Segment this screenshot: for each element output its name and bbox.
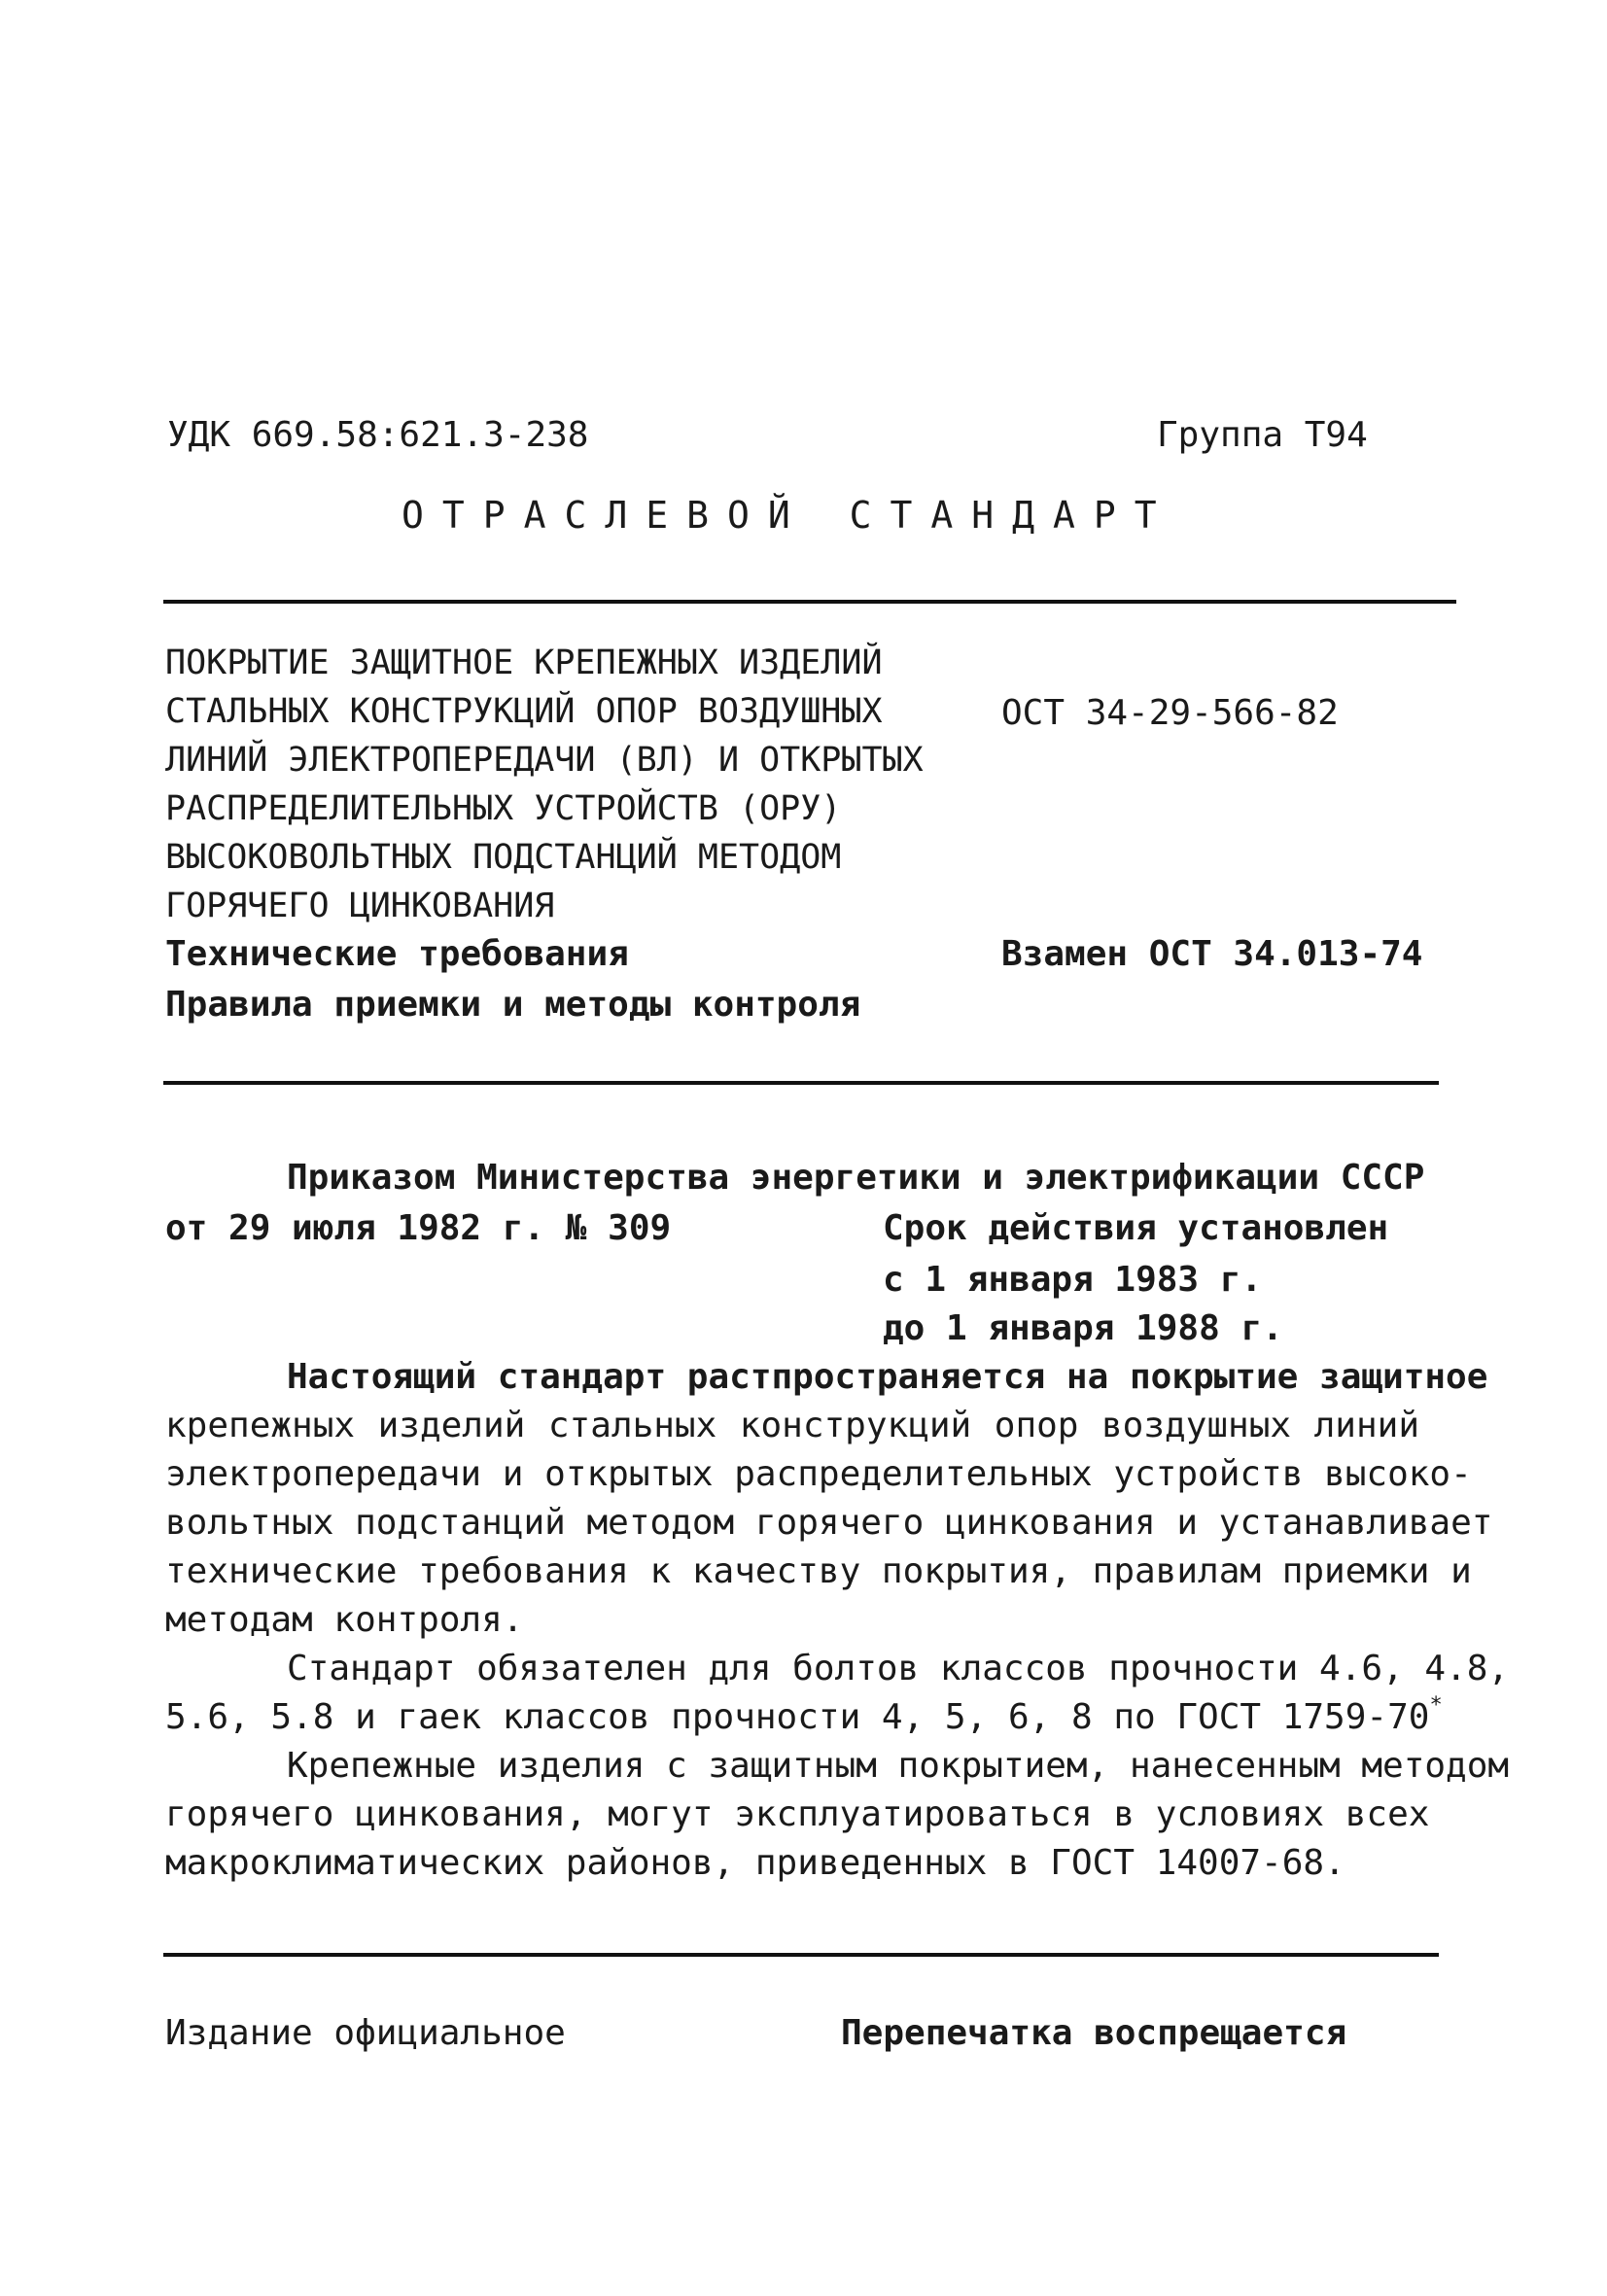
para3-line-1: Крепежные изделия с защитным покрытием, нанесенным методом [287,1746,1510,1786]
validity-label: Срок действия установлен [883,1208,1389,1248]
valid-to: до 1 января 1988 г. [883,1308,1283,1348]
footnote-mark: * [1429,1693,1443,1718]
title-line-2: СТАЛЬНЫХ КОНСТРУКЦИЙ ОПОР ВОЗДУШНЫХ [165,692,883,731]
valid-from: с 1 января 1983 г. [883,1260,1263,1300]
group-code: Группа Т94 [1157,415,1368,455]
title-line-6: ГОРЯЧЕГО ЦИНКОВАНИЯ [165,887,555,925]
para1-line-6: методам контроля. [165,1600,524,1640]
title-line-5: ВЫСОКОВОЛЬТНЫХ ПОДСТАНЦИЙ МЕТОДОМ [165,838,842,877]
order-line-2: от 29 июля 1982 г. № 309 [165,1208,672,1248]
title-line-4: РАСПРЕДЕЛИТЕЛЬНЫХ УСТРОЙСТВ (ОРУ) [165,789,842,828]
para3-line-3: макроклиматических районов, приведенных в ГОСТ 14007-68. [165,1843,1345,1883]
edition-note: Издание официальное [165,2013,566,2053]
divider-bottom [163,1953,1439,1957]
udk-code: УДК 669.58:621.3-238 [167,415,589,455]
standard-designation: ОСТ 34-29-566-82 [1001,693,1339,733]
para1-line-5: технические требования к качеству покрытия, правилам приемки и [165,1551,1472,1591]
subtitle-line-1: Технические требования [165,934,629,974]
title-line-1: ПОКРЫТИЕ ЗАЩИТНОЕ КРЕПЕЖНЫХ ИЗДЕЛИЙ [165,644,883,682]
subtitle-line-2: Правила приемки и методы контроля [165,985,861,1025]
divider-middle [163,1081,1439,1085]
para1-line-3: электропередачи и открытых распределительных устройств высоко- [165,1454,1472,1494]
para2-line-2 [165,1694,1443,1741]
para1-line-4: вольтных подстанций методом горячего цинкования и устанавливает [165,1503,1493,1543]
standard-type-heading: ОТРАСЛЕВОЙ СТАНДАРТ [402,494,1175,537]
reprint-note: Перепечатка воспрещается [841,2013,1347,2053]
para1-line-1: Настоящий стандарт растпространяется на покрытие защитное [287,1357,1488,1397]
replaces-standard: Взамен ОСТ 34.013-74 [1001,934,1423,974]
divider-top [163,600,1456,604]
para1-line-2: крепежных изделий стальных конструкций опор воздушных линий [165,1406,1419,1445]
order-line-1: Приказом Министерства энергетики и электрификации СССР [287,1158,1425,1198]
para2-line-2-text: 5.6, 5.8 и гаек классов прочности 4, 5, 6, 8 по ГОСТ 1759-70 [165,1697,1430,1737]
para3-line-2: горячего цинкования, могут эксплуатироваться в условиях всех [165,1794,1430,1834]
title-line-3: ЛИНИЙ ЭЛЕКТРОПЕРЕДАЧИ (ВЛ) И ОТКРЫТЫХ [165,741,924,780]
para2-line-1: Стандарт обязателен для болтов классов прочности 4.6, 4.8, [287,1649,1510,1688]
